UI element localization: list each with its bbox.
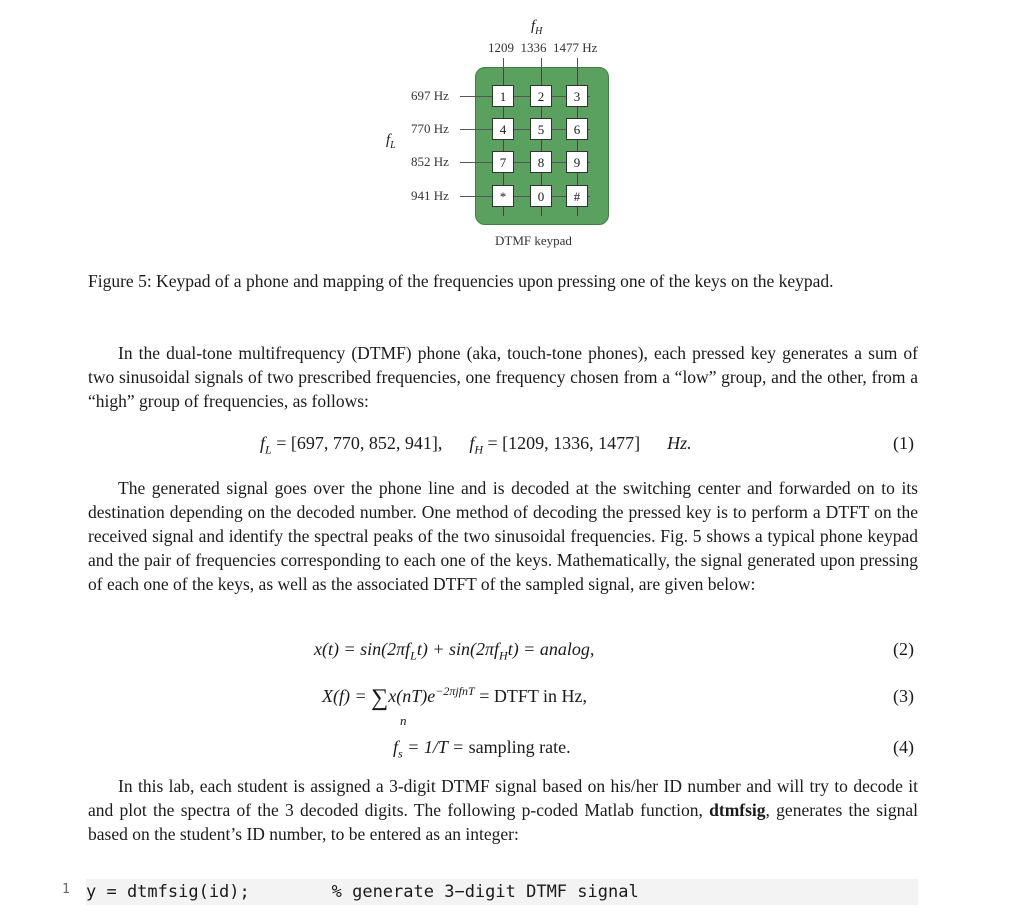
eq3-sum-index: n — [400, 713, 407, 728]
eq4-lhs: f — [393, 737, 399, 757]
low-frequency-852: 852 Hz — [411, 154, 449, 169]
equation-2-number: (2) — [893, 639, 914, 659]
eq1-fh-values: = [1209, 1336, 1477] — [487, 433, 641, 453]
eq1-unit: Hz. — [667, 433, 692, 453]
fh-label — [531, 18, 542, 37]
key-4: 4 — [492, 118, 514, 140]
eq2-mid: t) + sin(2πf — [416, 639, 500, 659]
fl-label — [386, 132, 396, 151]
eq3-exponent: −2πjfnT — [435, 684, 475, 698]
equation-1-number: (1) — [893, 433, 914, 453]
equation-4 — [393, 737, 571, 762]
key-hash: # — [566, 185, 588, 207]
eq3-body: x(nT)e — [388, 686, 436, 706]
code-block: y = dtmfsig(id); % generate 3−digit DTMF signal — [86, 879, 918, 905]
key-9: 9 — [566, 151, 588, 173]
fl-subscript: L — [390, 140, 396, 151]
key-2: 2 — [530, 85, 552, 107]
fl-symbol: f — [386, 132, 391, 148]
eq4-subscript: s — [398, 746, 403, 761]
figure-title: DTMF keypad — [495, 233, 572, 248]
key-star: * — [492, 185, 514, 207]
eq2-end: t) = analog, — [507, 639, 595, 659]
paragraph-lab-assignment — [88, 774, 918, 846]
key-3: 3 — [566, 85, 588, 107]
eq4-mid: = 1/T = — [407, 737, 465, 757]
equation-2: $x(t) = \sin(2\pi f_Lt) + \sin(2\pi f_Ht) = analog$, — [314, 639, 595, 663]
code-line-number: 1 — [62, 882, 70, 897]
figure-caption: Figure 5: Keypad of a phone and mapping of the frequencies upon pressing one of the keys on the keypad. — [88, 271, 834, 291]
paragraph-decoding: The generated signal goes over the phone line and is decoded at the switching center and forwarded on to its destination depending on the decoded number. One method of decoding the pressed key is to perform a DTFT on the received signal and identify the spectral peaks of the two sinusoidal frequencies. Fig. 5 shows a typical phone keypad and the pair of frequencies corresponding to each one of the keys. Mathematically, the signal generated upon pressing of each one of the keys, as well as the associated DTFT of the sampled signal, are given below: — [88, 478, 918, 594]
eq2-lhs: x(t) = sin(2πf — [314, 639, 411, 659]
eq3-lhs: X(f) = — [322, 686, 367, 706]
eq1-fl-values: = [697, 770, 852, 941], — [276, 433, 443, 453]
high-frequencies: 1209 1336 1477 Hz — [488, 40, 598, 55]
key-5: 5 — [530, 118, 552, 140]
eq1-fh-symbol: $f_H$ — [469, 433, 484, 457]
key-8: 8 — [530, 151, 552, 173]
eq1-fl-symbol: $f_L$ — [260, 433, 272, 457]
equation-4-number: (4) — [893, 737, 914, 757]
paragraph-dtmf-intro: In the dual-tone multifrequency (DTMF) phone (aka, touch-tone phones), each pressed key generates a sum of two sinusoidal signals of two prescribed frequencies, one frequency chosen from a “low” group, and the other, from a “high” group of frequencies, as follows: — [88, 343, 918, 411]
p3-end: , generates the signal based on the student’s ID number, to be entered as an integer: — [88, 800, 918, 844]
eq4-rhs: sampling rate. — [468, 737, 571, 757]
p3-start: In this lab, each student is assigned a 3-digit DTMF signal based on his/her ID number and will try to decode it and plot the spectra of the 3 decoded digits. The following p-coded Matlab function, — [88, 776, 918, 820]
low-frequency-697: 697 Hz — [411, 88, 449, 103]
equation-3-number: (3) — [893, 686, 914, 706]
key-7: 7 — [492, 151, 514, 173]
fh-symbol: f — [531, 18, 536, 34]
eq3-sum: ∑ — [371, 685, 389, 711]
key-1: 1 — [492, 85, 514, 107]
key-6: 6 — [566, 118, 588, 140]
p3-function-name: dtmfsig — [709, 800, 766, 820]
key-0: 0 — [530, 185, 552, 207]
low-frequency-941: 941 Hz — [411, 188, 449, 203]
equation-1 — [260, 433, 692, 458]
equation-3 — [322, 684, 587, 712]
low-frequency-770: 770 Hz — [411, 121, 449, 136]
fh-subscript: H — [535, 26, 543, 37]
eq3-rhs: = DTFT in Hz, — [479, 686, 588, 706]
